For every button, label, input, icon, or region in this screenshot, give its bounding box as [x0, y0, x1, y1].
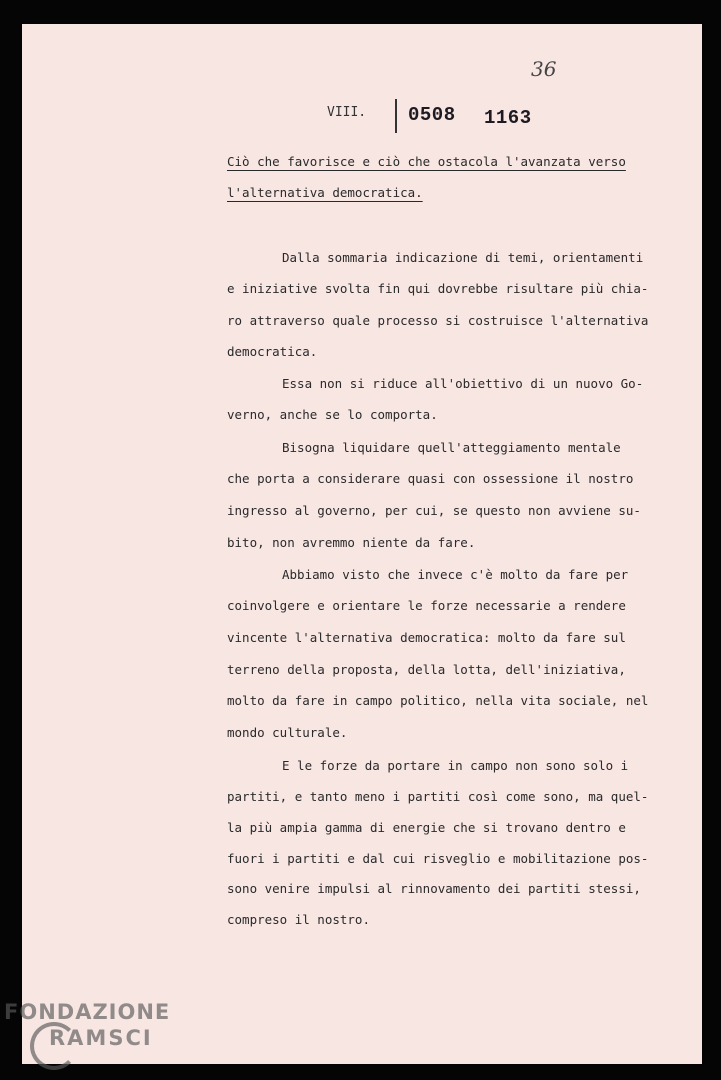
handwritten-page-number: 36: [531, 57, 557, 81]
archive-stamp-number-2: 1163: [484, 107, 532, 129]
stamp-bar: [395, 99, 397, 133]
body-line: la più ampia gamma di energie che si trovano dentro e: [227, 820, 626, 835]
body-line: E le forze da portare in campo non sono solo i: [282, 758, 629, 773]
body-line: Bisogna liquidare quell'atteggiamento mentale: [282, 440, 621, 455]
body-line: ingresso al governo, per cui, se questo non avviene su-: [227, 503, 641, 518]
body-line: Essa non si riduce all'obiettivo di un nuovo Go-: [282, 376, 644, 391]
body-line: bito, non avremmo niente da fare.: [227, 535, 476, 550]
section-heading-line-2: l'alternativa democratica.: [227, 185, 423, 200]
body-line: verno, anche se lo comporta.: [227, 407, 438, 422]
body-line: Abbiamo visto che invece c'è molto da fare per: [282, 567, 629, 582]
body-line: molto da fare in campo politico, nella vita sociale, nel: [227, 693, 649, 708]
body-line: compreso il nostro.: [227, 912, 370, 927]
archive-stamp-number-1: 0508: [408, 104, 456, 126]
watermark-line-2: RAMSCI: [49, 1026, 153, 1050]
body-line: fuori i partiti e dal cui risveglio e mobilitazione pos-: [227, 851, 649, 866]
chapter-label: VIII.: [327, 105, 367, 120]
body-line: che porta a considerare quasi con ossessione il nostro: [227, 471, 634, 486]
body-line: democratica.: [227, 344, 318, 359]
body-line: ro attraverso quale processo si costruisce l'alternativa: [227, 313, 649, 328]
body-line: Dalla sommaria indicazione di temi, orientamenti: [282, 250, 644, 265]
watermark-line-1: FONDAZIONE: [4, 1000, 171, 1024]
body-line: vincente l'alternativa democratica: molto da fare sul: [227, 630, 626, 645]
body-line: partiti, e tanto meno i partiti così come sono, ma quel-: [227, 789, 649, 804]
body-line: sono venire impulsi al rinnovamento dei partiti stessi,: [227, 881, 641, 896]
body-line: coinvolgere e orientare le forze necessarie a rendere: [227, 598, 626, 613]
body-line: e iniziative svolta fin qui dovrebbe risultare più chia-: [227, 281, 649, 296]
body-line: mondo culturale.: [227, 725, 348, 740]
watermark-logo: [4, 1000, 171, 1050]
body-line: terreno della proposta, della lotta, dell'iniziativa,: [227, 662, 626, 677]
section-heading-line-1: Ciò che favorisce e ciò che ostacola l'avanzata verso: [227, 154, 626, 169]
